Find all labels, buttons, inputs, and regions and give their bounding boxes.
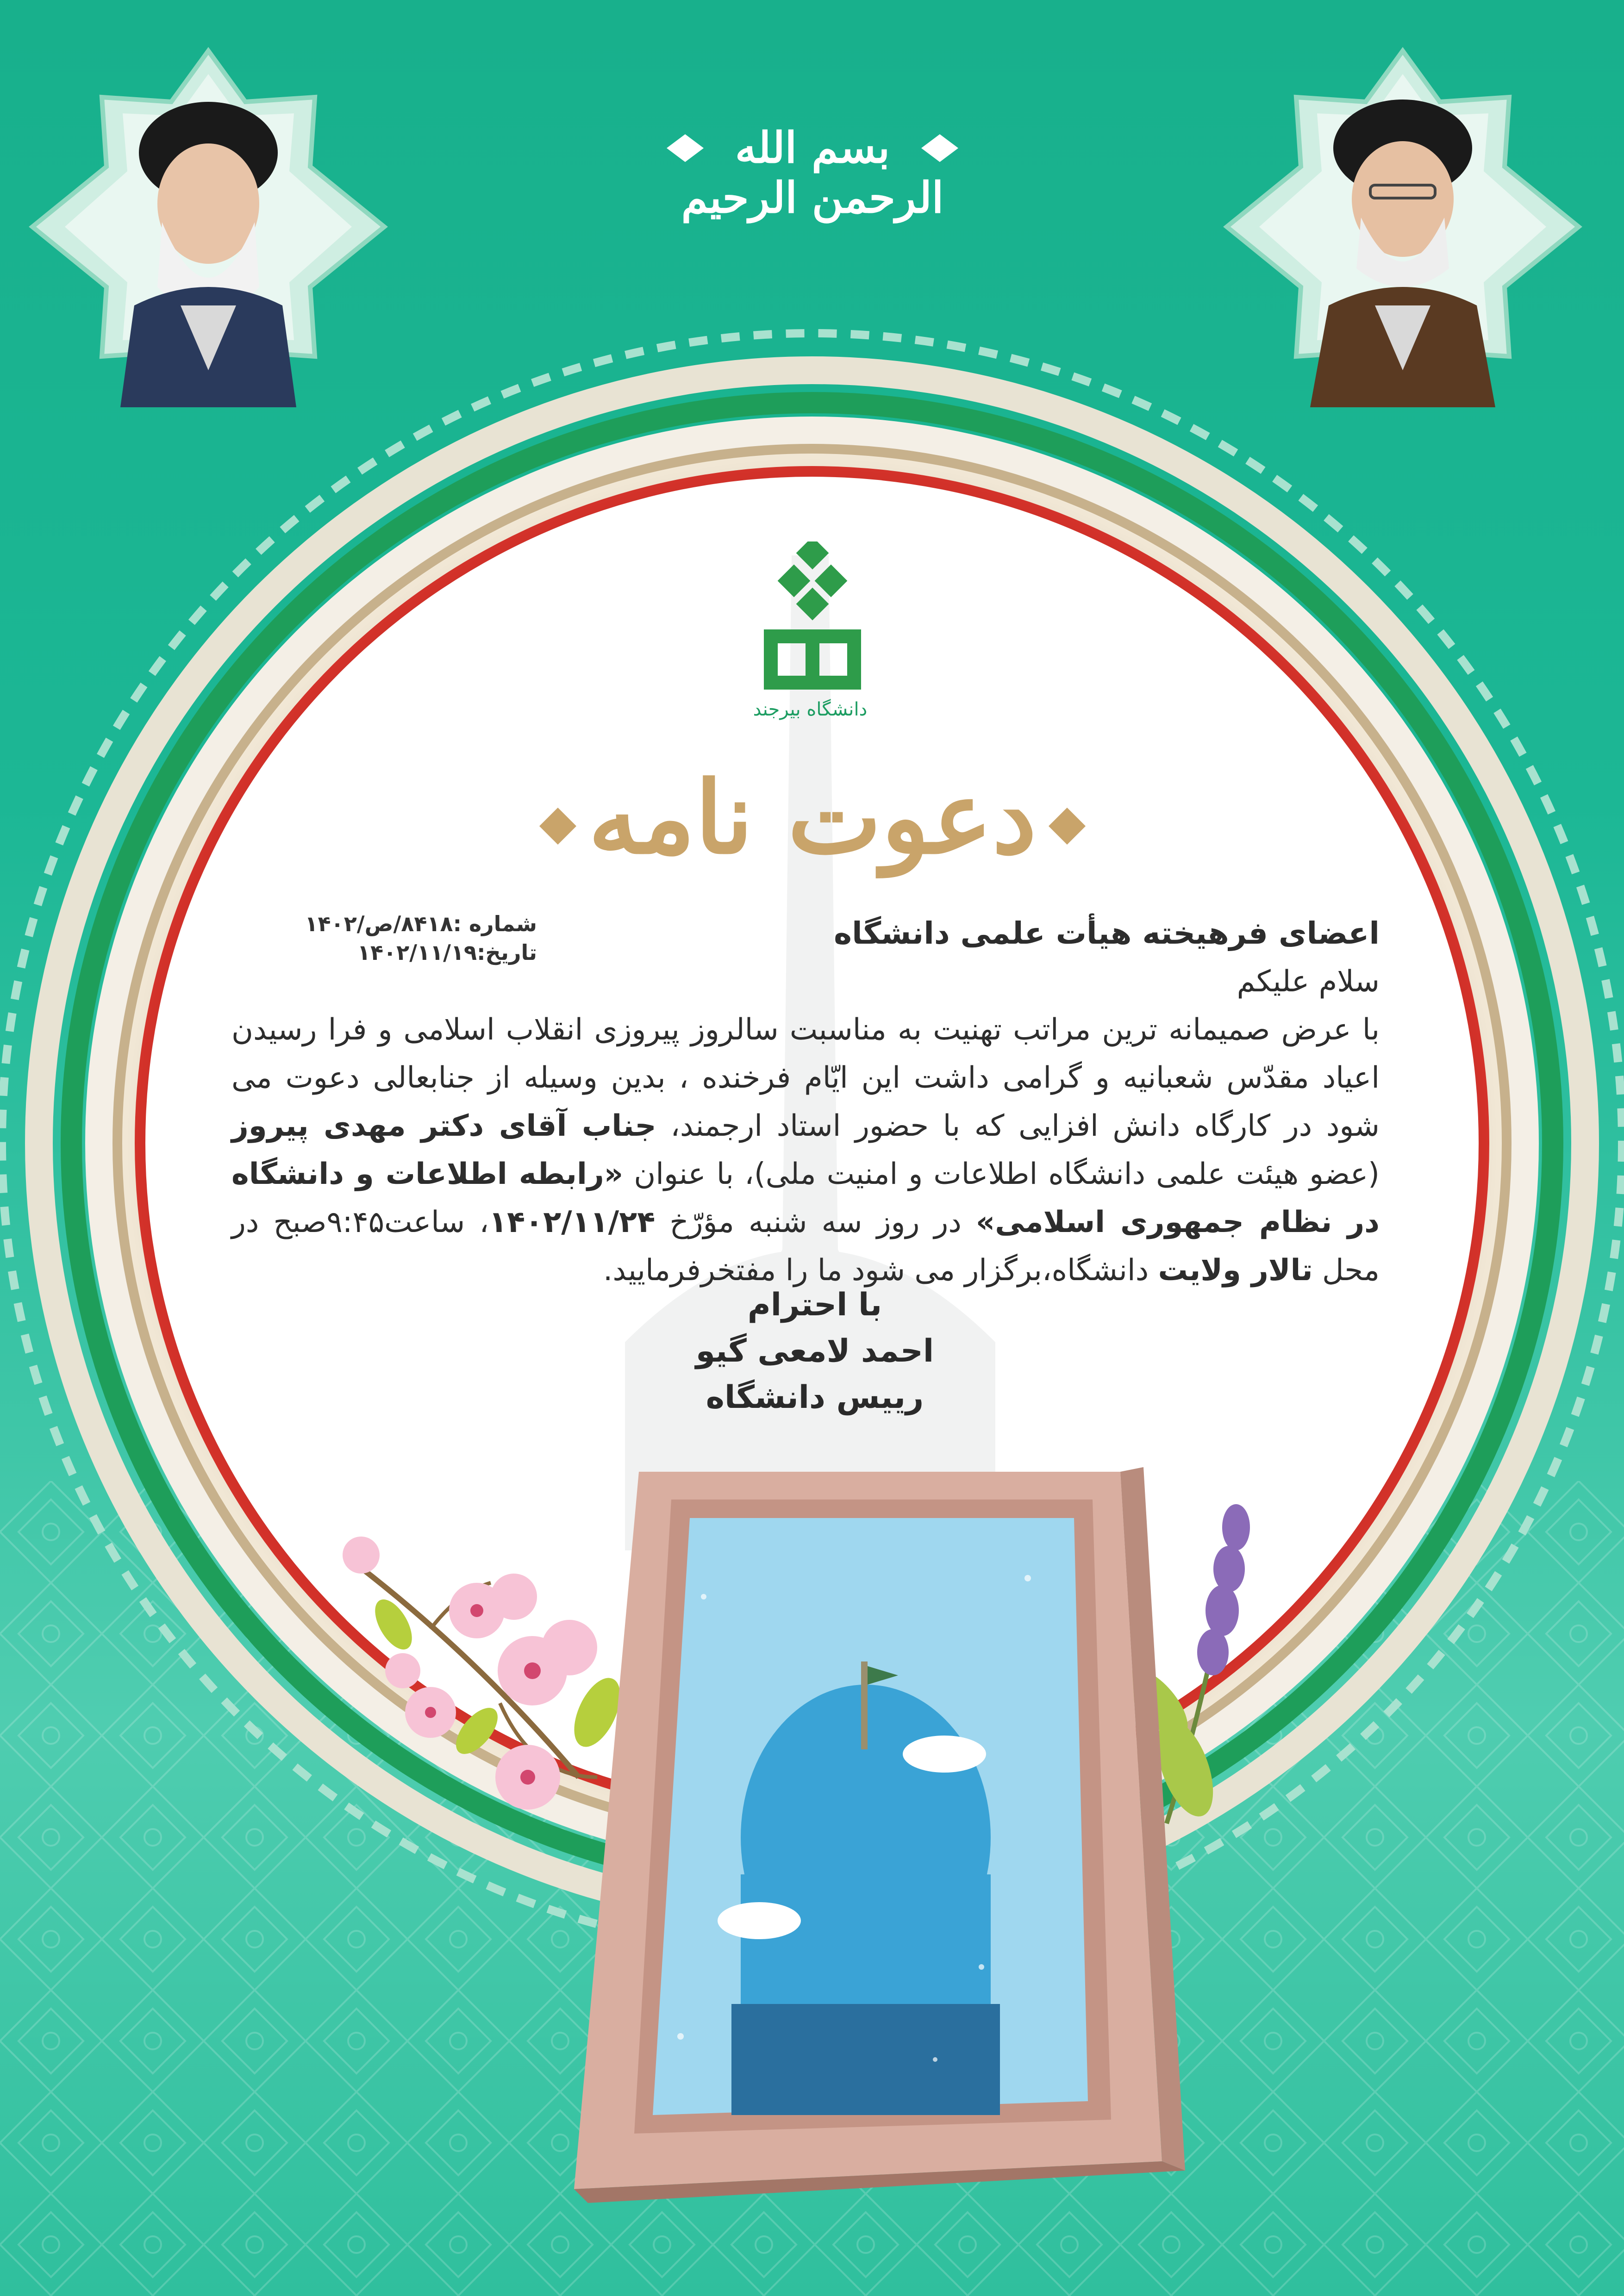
paragraph-part-3: در روز سه شنبه مؤرّخ (655, 1205, 976, 1239)
letter-addressee: اعضای فرهیخته هیأت علمی دانشگاه (834, 915, 1380, 951)
signature-position: رییس دانشگاه (706, 1379, 924, 1416)
logo-caption: دانشگاه بیرجند (753, 699, 868, 720)
speaker-name: جناب آقای دکتر مهدی پیروز (231, 1109, 656, 1143)
paragraph-part-2: (عضو هیئت علمی دانشگاه اطلاعات و امنیت ملی)، با عنوان (623, 1157, 1380, 1191)
signature-name: احمد لامعی گیو (695, 1333, 934, 1369)
letter-paragraph (231, 1006, 1380, 1294)
paragraph-part-1: با عرض صمیمانه ترین مراتب تهنیت به مناسبت سالروز پیروزی انقلاب اسلامی و فرا رسیدن اعیاد مقدّس شعبانیه و گرامی داشت این ایّام فرخنده ، بدین وسیله از جنابعالی دعوت می شود در کارگاه دانش افزایی که با حضور استاد ارجمند، (231, 1013, 1380, 1143)
letter-number: شماره :۸۴۱۸/ص/۱۴۰۲ (305, 911, 537, 936)
letter-date: تاریخ:۱۴۰۲/۱۱/۱۹ (357, 940, 537, 965)
paragraph-part-5: دانشگاه،برگزار می شود ما را مفتخرفرمایید. (603, 1253, 1158, 1288)
portrait-khomeini-icon (28, 46, 389, 407)
letter-greeting: سلام علیکم (1237, 964, 1380, 999)
signature-block (593, 1282, 1037, 1421)
letter-body (231, 909, 1380, 1294)
portrait-right (1222, 46, 1583, 407)
bismillah-header (662, 90, 963, 223)
portrait-khamenei-icon (1222, 46, 1583, 407)
signature-closing: با احترام (747, 1287, 882, 1323)
event-date: ۱۴۰۲/۱۱/۲۴ (489, 1205, 656, 1239)
workshop-topic: «رابطه اطلاعات و دانشگاه در نظام جمهوری اسلامی» (231, 1157, 1380, 1239)
paragraph-part-4: ، ساعت۹:۴۵صبح در محل (231, 1205, 1380, 1288)
title-ornament-left-icon (1046, 805, 1088, 847)
event-venue: تالار ولایت (1158, 1253, 1313, 1288)
bismillah-text: بسم الله الرحمن الرحیم (681, 123, 944, 223)
portrait-left (28, 46, 389, 407)
page-title: دعوت نامه (588, 759, 1037, 876)
picture-frame (518, 1458, 1185, 2221)
